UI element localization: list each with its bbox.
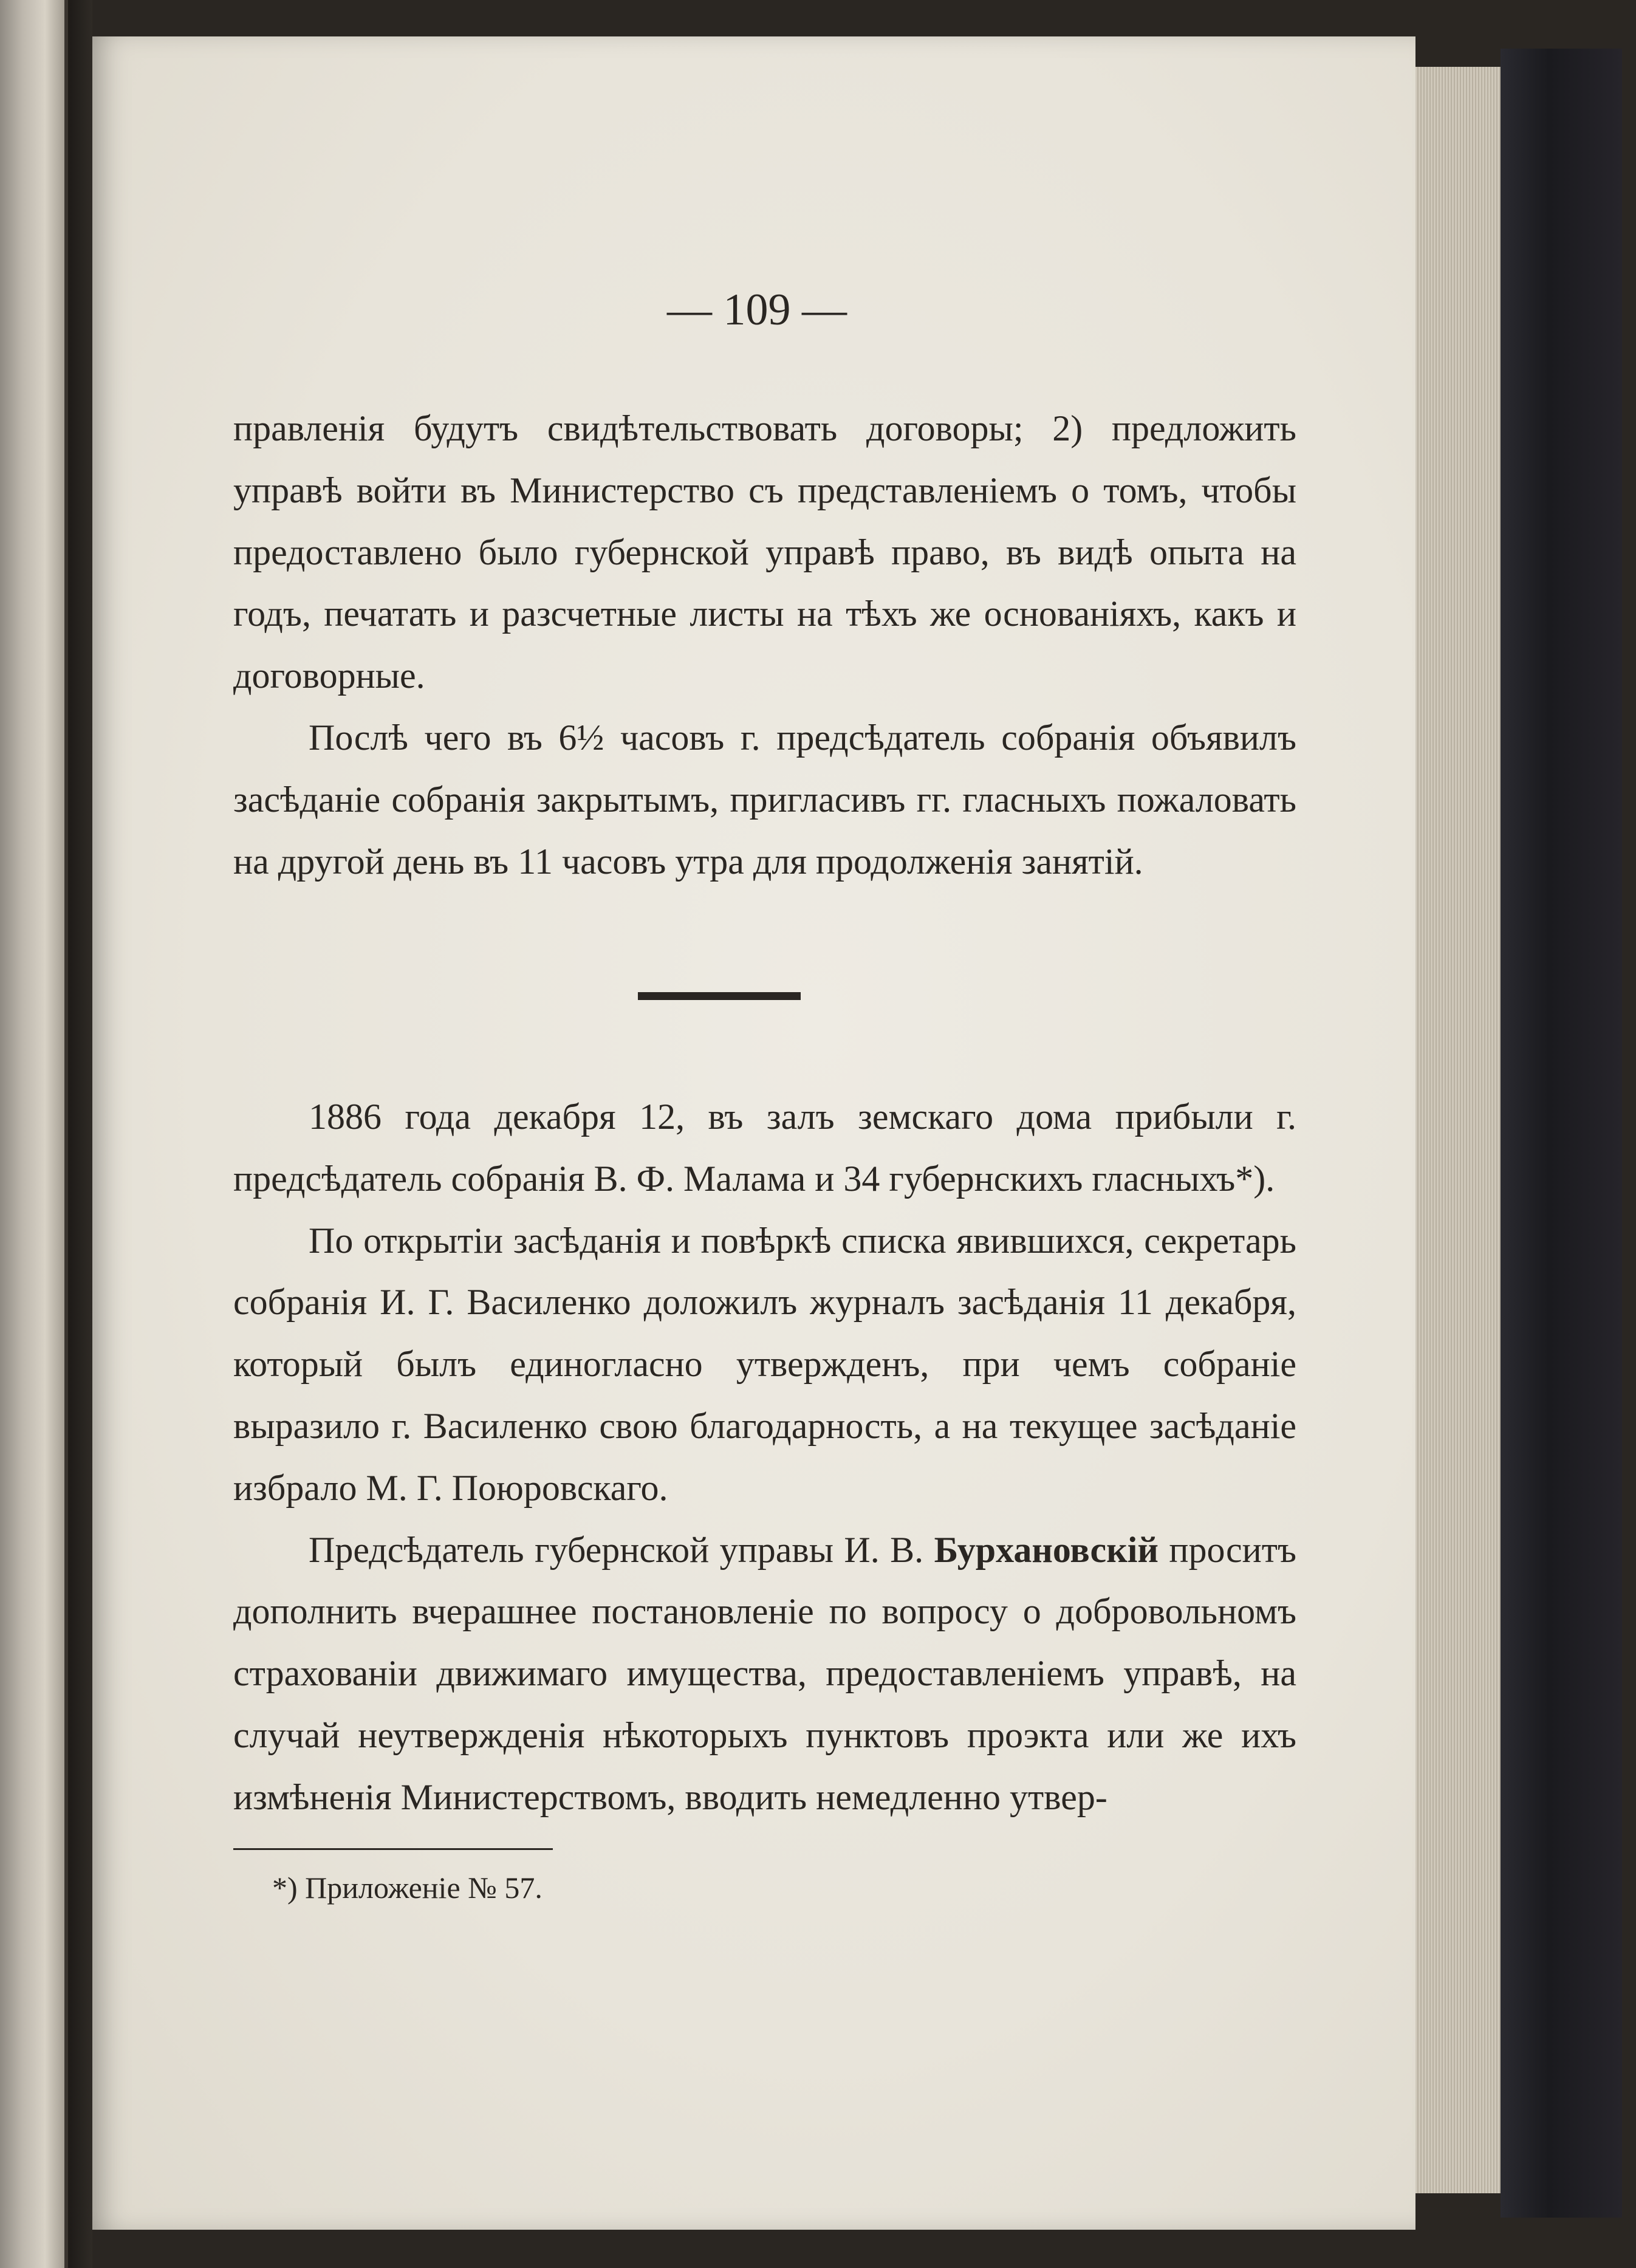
paragraph: правленія будутъ свидѣтельствовать договоры; 2) предложить управѣ войти въ Министерство съ представленіемъ о томъ, чтобы предоставлено было губернской управѣ право, въ видѣ опыта на годъ, печатать и разсчетные листы на тѣхъ же основаніяхъ, какъ и договорные.	[233, 408, 1296, 696]
top-text-block	[233, 398, 1296, 892]
section-divider	[638, 992, 801, 1000]
gutter-shadow	[68, 0, 92, 2268]
paragraph: По открытіи засѣданія и повѣркѣ списка явившихся, секретарь собранія И. Г. Василенко доложилъ журналъ засѣданія 11 декабря, который былъ единогласно утвержденъ, при чемъ собраніе выразило г. Василенко свою благодарность, а на текущее засѣданіе избрало М. Г. Поюровскаго.	[233, 1220, 1296, 1508]
page-number: — 109 —	[667, 285, 847, 335]
book-page	[92, 36, 1415, 2230]
paragraph: 1886 года декабря 12, въ залъ земскаго дома прибыли г. предсѣдатель собранія В. Ф. Малама и 34 губернскихъ гласныхъ*).	[233, 1097, 1296, 1199]
footnote-divider	[233, 1848, 553, 1850]
bottom-text-block	[233, 1086, 1296, 1829]
book-cover	[1501, 49, 1622, 2218]
page-stack-edge	[1415, 67, 1501, 2193]
footnote: *) Приложеніе № 57.	[272, 1871, 542, 1905]
paragraph	[233, 1519, 1296, 1829]
paragraph: Послѣ чего въ 6½ часовъ г. предсѣдатель собранія объявилъ засѣданіе собранія закрытымъ, пригласивъ гг. гласныхъ пожаловать на другой день въ 11 часовъ утра для продолженія занятій.	[233, 717, 1296, 882]
bold-surname: Бурхановскій	[934, 1529, 1159, 1570]
paragraph-text: проситъ дополнить вчерашнее постановленіе по вопросу о добровольномъ страхованіи движимаго имущества, предоставленіемъ управѣ, на случай неутвержденія нѣкоторыхъ пунктовъ проэкта или же ихъ измѣненія Министерствомъ, вводить немедленно утвер-	[233, 1529, 1296, 1817]
left-page-edge	[0, 0, 68, 2268]
paragraph-text: Предсѣдатель губернской управы И. В.	[309, 1529, 934, 1570]
